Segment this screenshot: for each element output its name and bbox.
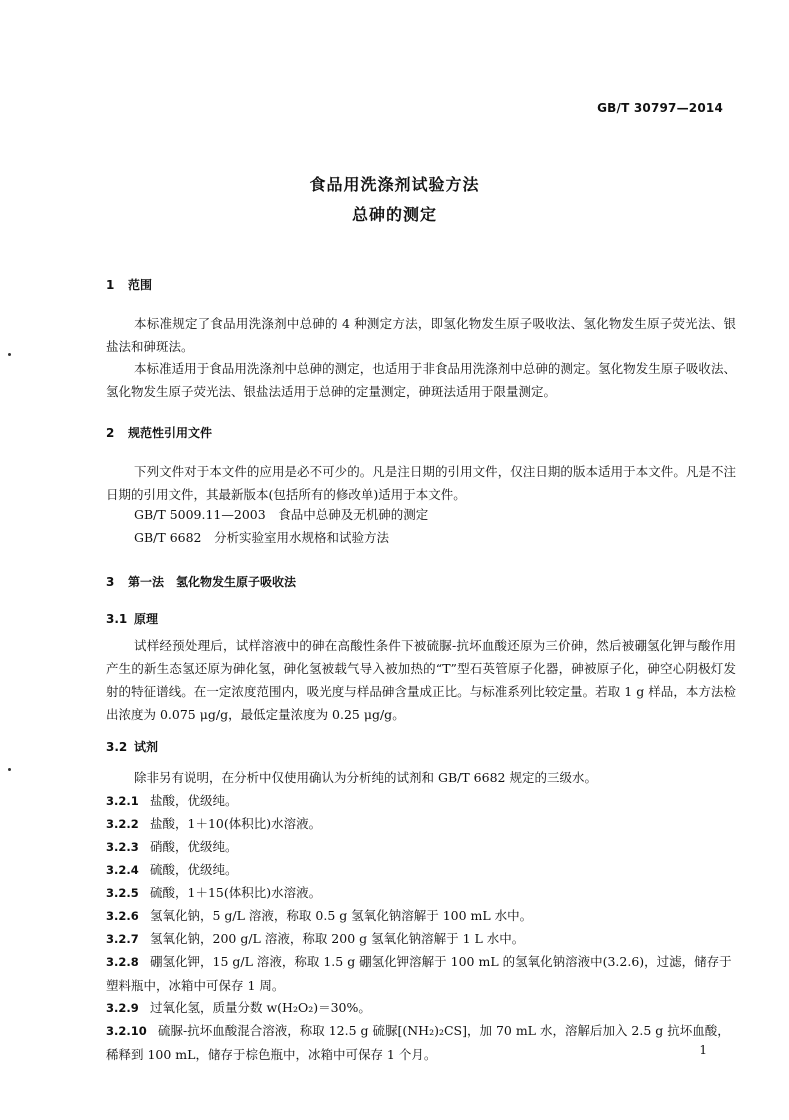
scan-speck (8, 353, 11, 356)
reagent-item (106, 996, 736, 1020)
reagent-item (106, 858, 736, 882)
reagent-item (106, 904, 736, 928)
standard-code: GB/T 30797—2014 (597, 101, 723, 115)
section-number: 2 (106, 426, 115, 440)
section-1-paragraph-2: 本标准适用于食品用洗涤剂中总砷的测定，也适用于非食品用洗涤剂中总砷的测定。氢化物发生原子吸收法、氢化物发生原子荧光法、银盐法适用于总砷的定量测定，砷斑法适用于限量测定。 (106, 361, 736, 399)
section-2-heading (106, 424, 212, 441)
reagent-item (106, 927, 736, 951)
page-number: 1 (699, 1043, 707, 1057)
item-text: 盐酸，1＋10(体积比)水溶液。 (150, 816, 322, 831)
section-2-paragraph: 下列文件对于本文件的应用是必不可少的。凡是注日期的引用文件，仅注日期的版本适用于本文件。凡是不注日期的引用文件，其最新版本(包括所有的修改单)适用于本文件。 (106, 464, 736, 502)
scan-speck (8, 768, 11, 771)
item-number: 3.2.10 (106, 1024, 147, 1038)
item-text: 硫脲-抗坏血酸混合溶液，称取 12.5 g 硫脲[(NH₂)₂CS]，加 70 mL 水，溶解后加入 2.5 g 抗坏血酸，稀释到 100 mL，储存于棕色瓶中，冰箱中可保存 1 个月。 (106, 1023, 730, 1062)
document-title: 食品用洗涤剂试验方法 (309, 175, 480, 194)
item-number: 3.2.9 (106, 1001, 139, 1015)
item-number: 3.2.6 (106, 909, 139, 923)
item-text: 过氧化氢，质量分数 w(H₂O₂)＝30%。 (150, 1000, 371, 1015)
reagent-item (106, 789, 736, 813)
item-text: 氢氧化钠，5 g/L 溶液，称取 0.5 g 氢氧化钠溶解于 100 mL 水中。 (150, 908, 533, 923)
section-3-1-paragraph: 试样经预处理后，试样溶液中的砷在高酸性条件下被硫脲-抗坏血酸还原为三价砷，然后被硼氢化钾与酸作用产生的新生态氢还原为砷化氢，砷化氢被载气导入被加热的“T”型石英管原子化器，砷被原子化，砷空心阴极灯发射的特征谱线。在一定浓度范围内，吸光度与样品砷含量成正比。与标准系列比较定量。若取 1 g 样品，本方法检出浓度为 0.075 μg/g，最低定量浓度为 0.25 μg/g。 (106, 638, 736, 722)
section-title: 范围 (128, 278, 153, 292)
section-title: 规范性引用文件 (128, 426, 213, 440)
item-number: 3.2.2 (106, 817, 139, 831)
item-number: 3.2.7 (106, 932, 139, 946)
normative-reference-1: GB/T 5009.11—2003 食品中总砷及无机砷的测定 (134, 507, 429, 522)
item-text: 硼氢化钾，15 g/L 溶液，称取 1.5 g 硼氢化钾溶解于 100 mL 的氢氧化钠溶液中(3.2.6)，过滤，储存于塑料瓶中，冰箱中可保存 1 周。 (106, 954, 732, 993)
item-number: 3.2.5 (106, 886, 139, 900)
reagent-item (106, 881, 736, 905)
section-title: 原理 (134, 612, 159, 626)
section-title: 试剂 (134, 740, 159, 754)
item-number: 3.2.3 (106, 840, 139, 854)
normative-reference-2: GB/T 6682 分析实验室用水规格和试验方法 (134, 530, 390, 545)
item-text: 硫酸，1＋15(体积比)水溶液。 (150, 885, 322, 900)
item-text: 硫酸，优级纯。 (150, 862, 238, 877)
section-number: 3 (106, 575, 115, 589)
section-1-heading (106, 276, 152, 293)
item-number: 3.2.4 (106, 863, 139, 877)
reagent-item (106, 1019, 736, 1066)
section-3-heading (106, 573, 296, 590)
reagent-item (106, 812, 736, 836)
section-3-2-heading (106, 738, 158, 755)
section-3-1-heading (106, 610, 158, 627)
section-1-paragraph-1: 本标准规定了食品用洗涤剂中总砷的 4 种测定方法，即氢化物发生原子吸收法、氢化物发生原子荧光法、银盐法和砷斑法。 (106, 316, 736, 354)
reagent-item (106, 835, 736, 859)
section-number: 3.1 (106, 612, 128, 626)
item-text: 硝酸，优级纯。 (150, 839, 238, 854)
reagent-item (106, 950, 736, 997)
section-number: 3.2 (106, 740, 128, 754)
item-text: 盐酸，优级纯。 (150, 793, 238, 808)
document-subtitle: 总砷的测定 (351, 205, 437, 224)
section-3-2-intro: 除非另有说明，在分析中仅使用确认为分析纯的试剂和 GB/T 6682 规定的三级水。 (134, 770, 597, 785)
item-number: 3.2.8 (106, 955, 139, 969)
section-title: 第一法 氢化物发生原子吸收法 (128, 575, 297, 589)
item-number: 3.2.1 (106, 794, 139, 808)
item-text: 氢氧化钠，200 g/L 溶液，称取 200 g 氢氧化钠溶解于 1 L 水中。 (150, 931, 525, 946)
section-number: 1 (106, 278, 115, 292)
